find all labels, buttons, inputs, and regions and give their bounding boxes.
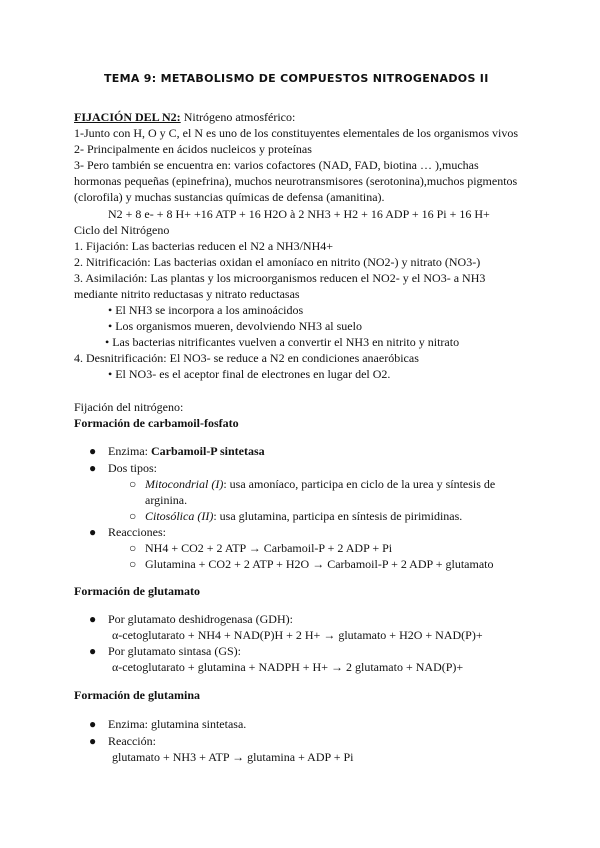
- fixation-intro: Fijación del nitrógeno:: [74, 400, 184, 414]
- bullet-icon: ●: [89, 525, 97, 539]
- mito-name: Mitocondrial (I): [145, 477, 224, 491]
- hollow-bullet-icon: ○: [129, 557, 137, 571]
- bullet-icon: ●: [89, 444, 97, 458]
- fixation-heading: FIJACIÓN DEL N2:: [74, 110, 181, 124]
- bullet-icon: ●: [89, 717, 97, 731]
- hollow-bullet-icon: ○: [129, 509, 137, 523]
- gs-label: Por glutamato sintasa (GS):: [108, 644, 241, 658]
- gdh-reaction: α-cetoglutarato + NH4 + NAD(P)H + 2 H+ → glutamato + H2O + NAD(P)+: [112, 628, 483, 642]
- gdh-label: Por glutamato deshidrogenasa (GDH):: [108, 612, 293, 626]
- page-title: TEMA 9: METABOLISMO DE COMPUESTOS NITROGENADOS II: [104, 72, 489, 85]
- cito-name: Citosólica (II): [145, 509, 214, 523]
- sub-bullet: • Las bacterias nitrificantes vuelven a convertir el NH3 en nitrito y nitrato: [105, 335, 460, 349]
- mito-text-cont: arginina.: [145, 493, 188, 507]
- fixation-equation: N2 + 8 e- + 8 H+ +16 ATP + 16 H2O à 2 NH3 + H2 + 16 ADP + 16 Pi + 16 H+: [108, 207, 490, 221]
- cycle-title: Ciclo del Nitrógeno: [74, 223, 170, 237]
- hollow-bullet-icon: ○: [129, 541, 137, 555]
- cito-text: : usa glutamina, participa en síntesis de pirimidinas.: [213, 509, 463, 523]
- text-line: 3- Pero también se encuentra en: varios cofactores (NAD, FAD, biotina … ),muchas: [74, 158, 479, 172]
- glutamine-reaction-label: Reacción:: [108, 734, 156, 748]
- bullet-icon: ●: [89, 612, 97, 626]
- reaction-line: NH4 + CO2 + 2 ATP → Carbamoil-P + 2 ADP + Pi: [145, 541, 393, 555]
- text-line: 2- Principalmente en ácidos nucleicos y proteínas: [74, 142, 312, 156]
- glutamine-enzyme: Enzima: glutamina sintetasa.: [108, 717, 247, 731]
- reaction-line: Glutamina + CO2 + 2 ATP + H2O → Carbamoil-P + 2 ADP + glutamato: [145, 557, 494, 571]
- mito-line: [145, 477, 495, 491]
- glutamine-reaction: glutamato + NH3 + ATP → glutamina + ADP + Pi: [112, 750, 354, 764]
- bullet-icon: ●: [89, 734, 97, 748]
- glutamate-heading: Formación de glutamato: [74, 584, 200, 598]
- enzyme-label: Enzima:: [108, 444, 151, 458]
- sub-bullet: • Los organismos mueren, devolviendo NH3 al suelo: [108, 319, 362, 333]
- carbamoyl-heading: Formación de carbamoil-fosfato: [74, 416, 239, 430]
- cycle-step: 1. Fijación: Las bacterias reducen el N2 a NH3/NH4+: [74, 239, 334, 253]
- sub-bullet: • El NO3- es el aceptor final de electrones en lugar del O2.: [108, 367, 391, 381]
- glutamine-heading: Formación de glutamina: [74, 688, 200, 702]
- cito-line: [145, 509, 462, 523]
- text-line: 1-Junto con H, O y C, el N es uno de los constituyentes elementales de los organismos vivos: [74, 126, 519, 140]
- cycle-step: 2. Nitrificación: Las bacterias oxidan el amoníaco en nitrito (NO2-) y nitrato (NO3-): [74, 255, 481, 269]
- fixation-heading-rest: Nitrógeno atmosférico:: [180, 110, 296, 124]
- bullet-icon: ●: [89, 644, 97, 658]
- text-line: (clorofila) y muchas sustancias químicas de defensa (amanitina).: [74, 190, 385, 204]
- cycle-step: mediante nitrito reductasas y nitrato reductasas: [74, 287, 300, 301]
- text-line: hormonas pequeñas (epinefrina), muchos neurotransmisores (serotonina),muchos pigmentos: [74, 174, 518, 188]
- types-label: Dos tipos:: [108, 461, 158, 475]
- sub-bullet: • El NH3 se incorpora a los aminoácidos: [108, 303, 304, 317]
- fixation-heading-line: [74, 110, 295, 124]
- cycle-step: 4. Desnitrificación: El NO3- se reduce a N2 en condiciones anaeróbicas: [74, 351, 419, 365]
- cycle-step: 3. Asimilación: Las plantas y los microorganismos reducen el NO2- y el NO3- a NH3: [74, 271, 486, 285]
- enzyme-name: Carbamoil-P sintetasa: [150, 444, 265, 458]
- gs-reaction: α-cetoglutarato + glutamina + NADPH + H+ → 2 glutamato + NAD(P)+: [112, 660, 464, 674]
- bullet-icon: ●: [89, 461, 97, 475]
- hollow-bullet-icon: ○: [129, 477, 137, 491]
- enzyme-line: [108, 444, 265, 458]
- reactions-label: Reacciones:: [108, 525, 166, 539]
- mito-text: : usa amoníaco, participa en ciclo de la urea y síntesis de: [223, 477, 496, 491]
